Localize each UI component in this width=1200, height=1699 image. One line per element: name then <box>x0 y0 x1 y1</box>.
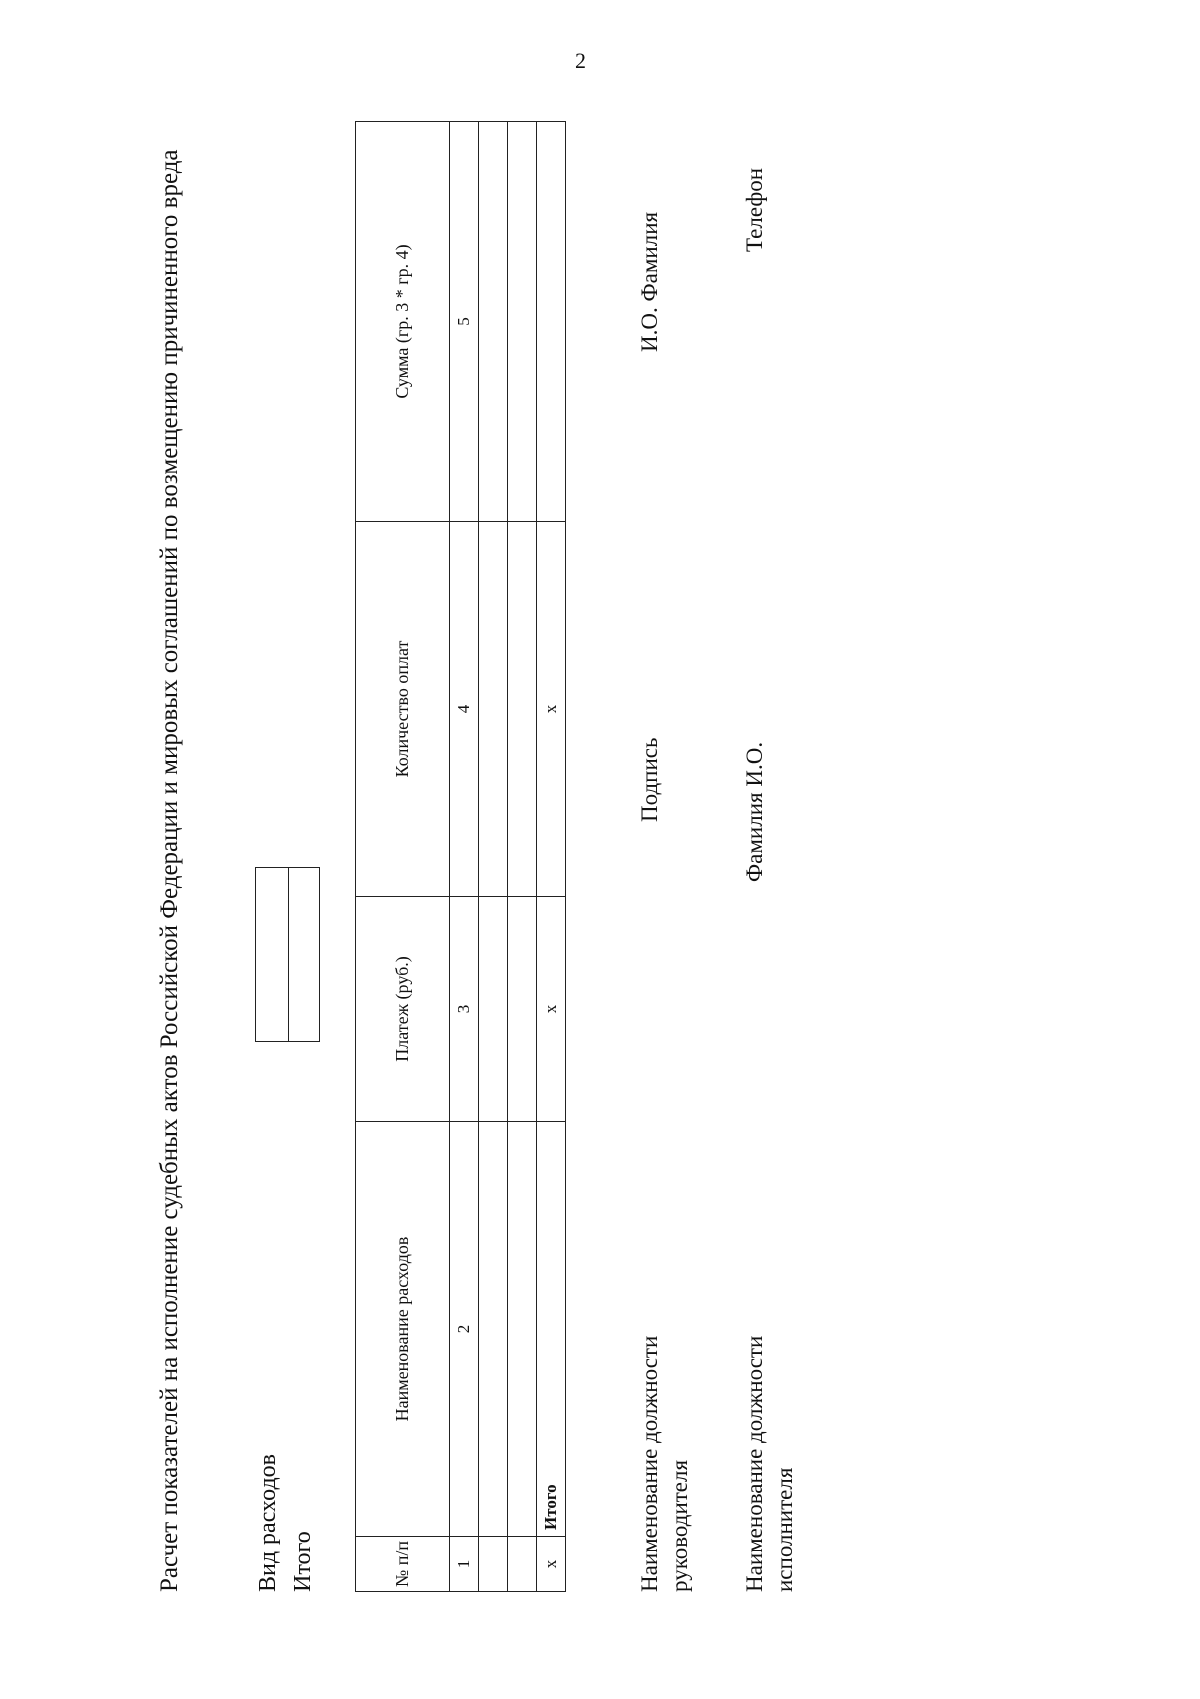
expense-type-value-cell[interactable] <box>256 868 289 1041</box>
phone-label: Телефон <box>742 167 767 252</box>
table-numbering-row <box>450 122 479 1592</box>
table-cell[interactable] <box>479 1122 508 1537</box>
page-number: 2 <box>575 48 586 73</box>
calculation-table <box>355 121 566 1592</box>
table-total-row <box>537 122 566 1592</box>
table-cell: 2 <box>450 1122 479 1537</box>
header-sum: Сумма (гр. 3 * гр. 4) <box>356 122 450 522</box>
head-name-label: И.О. Фамилия <box>637 211 662 352</box>
executor-position-label: Наименование должности исполнителя <box>742 1335 797 1592</box>
header-payment: Платеж (руб.) <box>356 897 450 1122</box>
head-signature-label: Подпись <box>637 737 662 822</box>
table-cell: х <box>537 1537 566 1592</box>
executor-name-label: Фамилия И.О. <box>742 741 767 882</box>
table-cell: 4 <box>450 522 479 897</box>
expense-type-box <box>255 867 320 1042</box>
total-label: Итого <box>290 1531 316 1592</box>
table-cell: х <box>537 897 566 1122</box>
table-cell[interactable] <box>479 522 508 897</box>
table-total-label: Итого <box>537 1122 566 1537</box>
table-cell[interactable] <box>508 122 537 522</box>
table-cell[interactable] <box>508 897 537 1122</box>
table-header-row <box>356 122 450 1592</box>
table-cell: х <box>537 522 566 897</box>
head-position-label: Наименование должности руководителя <box>637 1335 692 1592</box>
expense-type-label: Вид расходов <box>255 1454 281 1592</box>
table-cell: 3 <box>450 897 479 1122</box>
document-title: Расчет показателей на исполнение судебных актов Российской Федерации и мировых соглашений по возмещению причиненного вреда <box>156 149 183 1592</box>
header-payment-count: Количество оплат <box>356 522 450 897</box>
rotated-page-content <box>150 92 830 1592</box>
table-cell[interactable] <box>508 1537 537 1592</box>
table-row <box>508 122 537 1592</box>
table-cell[interactable] <box>479 897 508 1122</box>
signature-block <box>635 122 835 1592</box>
table-cell: 5 <box>450 122 479 522</box>
table-row <box>479 122 508 1592</box>
header-number: № п/п <box>356 1537 450 1592</box>
table-cell[interactable] <box>479 122 508 522</box>
total-value-cell[interactable] <box>288 868 320 1041</box>
table-cell[interactable] <box>508 1122 537 1537</box>
header-expense-name: Наименование расходов <box>356 1122 450 1537</box>
table-total-sum-cell[interactable] <box>537 122 566 522</box>
table-cell[interactable] <box>479 1537 508 1592</box>
table-cell[interactable] <box>508 522 537 897</box>
table-cell: 1 <box>450 1537 479 1592</box>
